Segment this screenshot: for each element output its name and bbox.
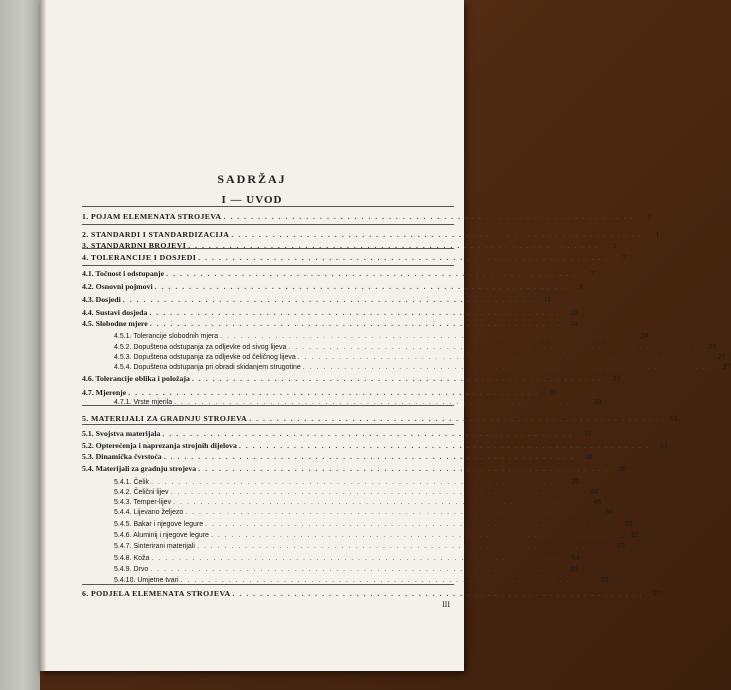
toc-entry-page: 39	[571, 479, 579, 486]
dot-leader: . . . . . . . . . . . . . . . . . . . . . . . . . . . . . . . . . . . . . . . . . . . . . . . . . . . . . . . . . . . .	[297, 354, 708, 361]
dot-leader: . . . . . . . . . . . . . . . . . . . . . . . . . . . . . . . . . . . . . . . . . . . . . . . . . . . . . . . . . . . .	[162, 429, 573, 438]
toc-entry-label: 5.4.6. Aluminij i njegove legure	[114, 532, 209, 539]
toc-entry-label: 1. POJAM ELEMENATA STROJEVA	[82, 212, 222, 221]
left-page-edge	[0, 0, 40, 690]
dot-leader: . . . . . . . . . . . . . . . . . . . . . . . . . . . . . . . . . . . . . . . . . . . . . . . . . . . . . . . . . . . .	[166, 269, 577, 278]
toc-entry[interactable]	[82, 588, 661, 600]
toc-entry-page: 30	[548, 388, 557, 397]
toc-entry[interactable]	[82, 428, 591, 440]
toc-entry-page: 7	[590, 269, 595, 278]
toc-entry[interactable]	[82, 211, 652, 223]
separator-line	[82, 224, 454, 225]
toc-entry-page: 48	[593, 499, 602, 506]
dot-leader: . . . . . . . . . . . . . . . . . . . . . . . . . . . . . . . . . . . . . . . . . . . . . . . . . . . . . . . . . . . .	[302, 364, 713, 371]
dot-leader: . . . . . . . . . . . . . . . . . . . . . . . . . . . . . . . . . . . . . . . . . . . . . . . . . . . . . . . . . . . .	[223, 212, 634, 221]
toc-entry-label: 4.5.1. Tolerancije slobodnih mjera	[114, 333, 219, 340]
toc-entry-label: 5.4.9. Drvo	[114, 566, 149, 573]
toc-entry-label: 5. MATERIJALI ZA GRADNJU STROJEVA	[82, 414, 248, 423]
toc-entry-label: 4.2. Osnovni pojmovi	[82, 282, 153, 291]
toc-entry-page: 50	[605, 509, 614, 516]
dot-leader: . . . . . . . . . . . . . . . . . . . . . . . . . . . . . . . . . . . . . . . . . . . . . . . . . . . . . . . . . . . .	[210, 532, 621, 539]
toc-entry-page: 24	[640, 333, 649, 340]
toc-entry-label: 2. STANDARDI I STANDARDIZACIJA	[82, 230, 230, 239]
toc-entry-label: 5.3. Dinamička čvrstoća	[82, 452, 162, 461]
toc-entry-page: 33	[669, 414, 678, 423]
dot-leader: . . . . . . . . . . . . . . . . . . . . . . . . . . . . . . . . . . . . . . . . . . . . . . . . . . . . . . . . . . . .	[238, 441, 650, 450]
toc-entry[interactable]	[114, 507, 614, 519]
toc-entry-label: 4.5.4. Dopuštena odstupanja pri obradi skidanjem strugotine	[114, 364, 301, 371]
toc-entry-label: 4.7.1. Vrste mjerila	[114, 399, 173, 406]
toc-entry[interactable]	[114, 541, 625, 553]
dot-leader: . . . . . . . . . . . . . . . . . . . . . . . . . . . . . . . . . . . . . . . . . . . . . . . . . . . . . . . . . . . .	[191, 374, 603, 383]
toc-entry-label: 5.4.7. Sinterirani materijali	[114, 543, 195, 550]
dot-leader: . . . . . . . . . . . . . . . . . . . . . . . . . . . . . . . . . . . . . . . . . . . . . . . . . . . . . . . . . . . .	[188, 241, 599, 250]
toc-entry-page: 38	[584, 452, 593, 461]
toc-entry-page: 57	[652, 589, 661, 598]
toc-entry-label: 4.5.2. Dopuštena odstupanja za odljevke od sivog lijeva	[114, 344, 287, 351]
toc-entry-label: 4.3. Dosjedi	[82, 295, 121, 304]
toc-entry-label: 5.4.5. Bakar i njegove legure	[114, 521, 204, 528]
toc-entry-page: 55	[570, 566, 579, 573]
dot-leader: . . . . . . . . . . . . . . . . . . . . . . . . . . . . . . . . . . . . . . . . . . . . . . . . . . . . . . . . . . . .	[128, 388, 539, 397]
toc-entry[interactable]	[82, 413, 678, 425]
toc-entry-label: 5.4.1. Čelik	[114, 479, 150, 486]
toc-entry-label: 4.1. Točnost i odstupanje	[82, 269, 165, 278]
toc-entry-label: 5.4.10. Umjetne tvari	[114, 577, 179, 584]
toc-entry-label: 5.4. Materijali za gradnju strojeva	[82, 464, 197, 473]
dot-leader: . . . . . . . . . . . . . . . . . . . . . . . . . . . . . . . . . . . . . . . . . . . . . . . . . . . . . . . . . . . .	[154, 282, 566, 291]
toc-entry-page: 18	[570, 308, 578, 317]
toc-entry[interactable]	[82, 318, 579, 330]
page-gutter	[40, 0, 46, 671]
page-number: III	[442, 600, 450, 609]
toc-entry-page: 53	[617, 543, 625, 550]
toc-entry-page: 1	[655, 230, 660, 239]
toc-entry[interactable]	[114, 575, 609, 587]
toc-entry-label: 4.5.3. Dopuštena odstupanja za odljevke od čeličnog lijeva	[114, 354, 296, 361]
toc-entry-page: 1	[647, 212, 652, 221]
dot-leader: . . . . . . . . . . . . . . . . . . . . . . . . . . . . . . . . . . . . . . . . . . . . . . . . . . . . . . . . . . . .	[198, 253, 609, 262]
toc-entry-label: 5.4.2. Čelični lijev	[114, 489, 169, 496]
toc-entry-label: 3. STANDARDNI BROJEVI	[82, 241, 187, 250]
toc-entry-page: 27	[612, 374, 621, 383]
toc-entry-page: 24	[570, 319, 579, 328]
toc-entry-label: 4.7. Mjerenje	[82, 388, 127, 397]
toc-entry-page: 39	[618, 464, 627, 473]
toc-entry[interactable]	[114, 397, 603, 409]
toc-entry-page: 54	[571, 555, 580, 562]
separator-line	[82, 206, 454, 207]
toc-entry[interactable]	[82, 268, 595, 280]
toc-entry-label: 4.4. Sustavi dosjeda	[82, 308, 148, 317]
toc-entry-page: 33	[583, 429, 591, 438]
toc-entry-page: 16	[543, 295, 552, 304]
toc-entry[interactable]	[82, 463, 627, 475]
toc-entry-page: 52	[631, 532, 639, 539]
dot-leader: . . . . . . . . . . . . . . . . . . . . . . . . . . . . . . . . . . . . . . . . . . . . . . . . . . . . . . . . . . . .	[232, 589, 643, 598]
toc-entry-page: 25	[708, 344, 717, 351]
book-page	[40, 0, 731, 671]
dot-leader: . . . . . . . . . . . . . . . . . . . . . . . . . . . . . . . . . . . . . . . . . . . . . . . . . . . . . . . . . . . .	[149, 319, 561, 328]
dot-leader: . . . . . . . . . . . . . . . . . . . . . . . . . . . . . . . . . . . . . . . . . . . . . . . . . . . . . . . . . . . .	[249, 414, 660, 423]
toc-entry-label: 6. PODJELA ELEMENATA STROJEVA	[82, 589, 231, 598]
toc-entry[interactable]	[82, 294, 552, 306]
toc-entry-label: 4.5. Slobodne mjere	[82, 319, 148, 328]
toc-entry-label: 5.2. Opterećenja i naprezanja strojnih dijelova	[82, 441, 237, 450]
toc-entry-page: 51	[625, 521, 634, 528]
toc-entry[interactable]	[82, 252, 627, 264]
dot-leader: . . . . . . . . . . . . . . . . . . . . . . . . . . . . . . . . . . . . . . . . . . . . . . . . . . . . . . . . . . . .	[150, 566, 561, 573]
separator-line	[82, 265, 454, 266]
dot-leader: . . . . . . . . . . . . . . . . . . . . . . . . . . . . . . . . . . . . . . . . . . . . . . . . . . . . . . . . . . . .	[231, 230, 642, 239]
toc-entry-page: 55	[600, 577, 609, 584]
toc-entry-page: 27	[722, 364, 731, 371]
part-title: I — UVOD	[221, 194, 283, 206]
toc-entry-label: 5.4.3. Temper-lijev	[114, 499, 172, 506]
toc-entry[interactable]	[82, 373, 621, 385]
toc-entry-page: 27	[717, 354, 726, 361]
toc-entry-page: 31	[594, 399, 603, 406]
dot-leader: . . . . . . . . . . . . . . . . . . . . . . . . . . . . . . . . . . . . . . . . . . . . . . . . . . . . . . . . . . . .	[151, 555, 562, 562]
dot-leader: . . . . . . . . . . . . . . . . . . . . . . . . . . . . . . . . . . . . . . . . . . . . . . . . . . . . . . . . . . . .	[151, 479, 561, 486]
dot-leader: . . . . . . . . . . . . . . . . . . . . . . . . . . . . . . . . . . . . . . . . . . . . . . . . . . . . . . . . . . . .	[220, 333, 631, 340]
dot-leader: . . . . . . . . . . . . . . . . . . . . . . . . . . . . . . . . . . . . . . . . . . . . . . . . . . . . . . . . . . . .	[149, 308, 560, 317]
dot-leader: . . . . . . . . . . . . . . . . . . . . . . . . . . . . . . . . . . . . . . . . . . . . . . . . . . . . . . . . . . . .	[170, 489, 581, 496]
toc-entry-page: 7	[622, 253, 627, 262]
dot-leader: . . . . . . . . . . . . . . . . . . . . . . . . . . . . . . . . . . . . . . . . . . . . . . . . . . . . . . . . . . . .	[185, 509, 596, 516]
toc-entry-page: 3	[612, 241, 617, 250]
dot-leader: . . . . . . . . . . . . . . . . . . . . . . . . . . . . . . . . . . . . . . . . . . . . . . . . . . . . . . . . . . . .	[180, 577, 591, 584]
toc-entry-page: 48	[590, 489, 599, 496]
dot-leader: . . . . . . . . . . . . . . . . . . . . . . . . . . . . . . . . . . . . . . . . . . . . . . . . . . . . . . . . . . . .	[288, 344, 699, 351]
toc-title: SADRŽAJ	[217, 172, 287, 186]
dot-leader: . . . . . . . . . . . . . . . . . . . . . . . . . . . . . . . . . . . . . . . . . . . . . . . . . . . . . . . . . . . .	[205, 521, 616, 528]
toc-entry-label: 5.1. Svojstva materijala	[82, 429, 161, 438]
dot-leader: . . . . . . . . . . . . . . . . . . . . . . . . . . . . . . . . . . . . . . . . . . . . . . . . . . . . . . . . . . . .	[174, 399, 585, 406]
toc-entry-label: 4. TOLERANCIJE I DOSJEDI	[82, 253, 197, 262]
toc-entry-label: 5.4.4. Lijevano željezo	[114, 509, 184, 516]
dot-leader: . . . . . . . . . . . . . . . . . . . . . . . . . . . . . . . . . . . . . . . . . . . . . . . . . . . . . . . . . . . .	[163, 452, 575, 461]
dot-leader: . . . . . . . . . . . . . . . . . . . . . . . . . . . . . . . . . . . . . . . . . . . . . . . . . . . . . . . . . . . .	[198, 464, 609, 473]
dot-leader: . . . . . . . . . . . . . . . . . . . . . . . . . . . . . . . . . . . . . . . . . . . . . . . . . . . . . . . . . . . .	[122, 295, 534, 304]
toc-entry[interactable]	[82, 281, 584, 293]
dot-leader: . . . . . . . . . . . . . . . . . . . . . . . . . . . . . . . . . . . . . . . . . . . . . . . . . . . . . . . . . . . .	[173, 499, 584, 506]
toc-entry-page: 34	[659, 441, 668, 450]
toc-entry[interactable]	[82, 240, 617, 252]
toc-entry-label: 5.4.8. Koža	[114, 555, 150, 562]
dot-leader: . . . . . . . . . . . . . . . . . . . . . . . . . . . . . . . . . . . . . . . . . . . . . . . . . . . . . . . . . . . .	[196, 543, 607, 550]
toc-entry-page: 8	[579, 282, 584, 291]
toc-entry-label: 4.6. Tolerancije oblika i položaja	[82, 374, 190, 383]
toc-entry[interactable]	[82, 451, 593, 463]
